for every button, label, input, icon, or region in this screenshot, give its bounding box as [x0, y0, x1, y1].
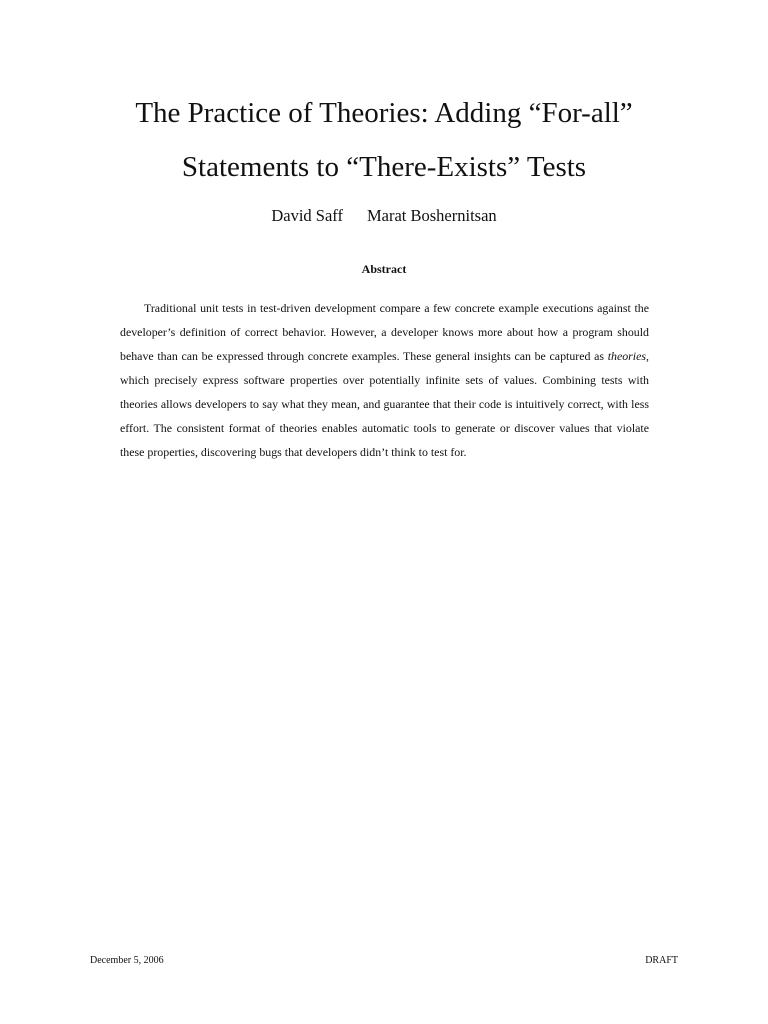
abstract-heading: Abstract [361, 262, 407, 276]
footer-draft-label: DRAFT [645, 955, 678, 966]
abstract-emphasis-theories: theories [607, 349, 647, 363]
title-line-2: Statements to “There-Exists” Tests [181, 151, 587, 183]
author-name: Marat Boshernitsan [366, 206, 497, 225]
abstract-text [120, 296, 649, 464]
author-name: David Saff [271, 206, 343, 225]
abstract-text-part-2: , which precisely express software properties over potentially infinite sets of values. Combining tests with theories allows developers to say what they mean, and guarantee that their code is intuitively correct, with less effort. The consistent format of theories enables automatic tools to generate or discover values that violate these properties, discovering bugs that developers didn’t think to test for. [120, 349, 649, 459]
abstract-text-part-1: Traditional unit tests in test-driven development compare a few concrete example executions against the developer’s definition of correct behavior. However, a developer knows more about how a program should behave than can be expressed through concrete examples. These general insights can be captured as [120, 301, 649, 363]
paper-title [60, 86, 708, 194]
author-list [0, 205, 768, 227]
footer-date: December 5, 2006 [90, 955, 164, 966]
title-line-1: The Practice of Theories: Adding “For-all” [135, 97, 633, 129]
